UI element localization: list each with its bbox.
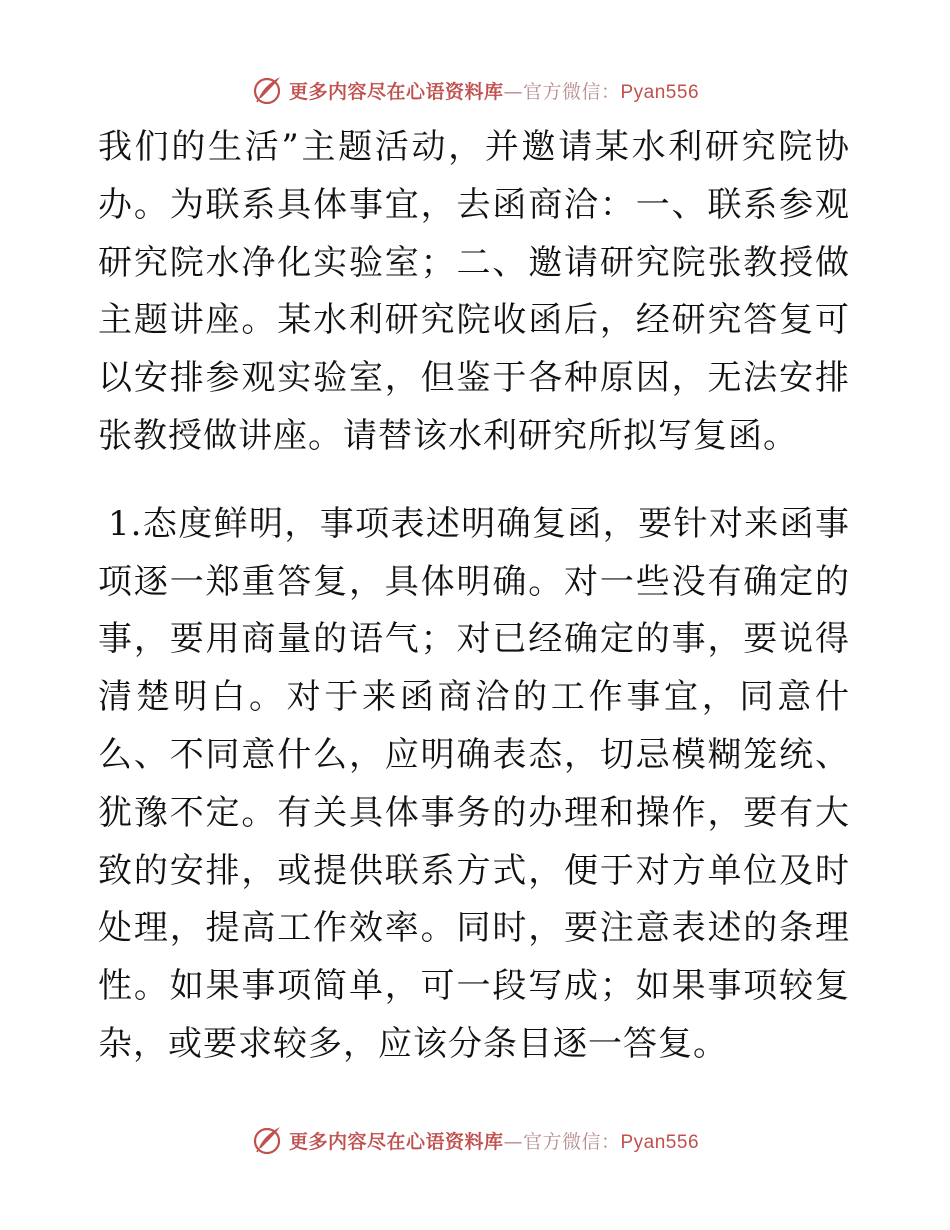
footer-banner-sub: 官方微信：: [522, 1130, 621, 1153]
header-banner: [0, 70, 950, 110]
footer-banner-text: [289, 1127, 699, 1154]
footer-banner-dash: —: [503, 1130, 523, 1153]
quill-pen-logo-icon: [251, 74, 283, 106]
header-banner-dash: —: [503, 80, 523, 103]
paragraph-2: 1.态度鲜明，事项表述明确复函，要针对来函事项逐一郑重答复，具体明确。对一些没有确定的事，要用商量的语气；对已经确定的事，要说得清楚明白。对于来函商洽的工作事宜，同意什么、不同意什么，应明确表态，切忌模糊笼统、犹豫不定。有关具体事务的办理和操作，要有大致的安排，或提供联系方式，便于对方单位及时处理，提高工作效率。同时，要注意表述的条理性。如果事项简单，可一段写成；如果事项较复杂，或要求较多，应该分条目逐一答复。: [98, 503, 850, 1064]
header-banner-text: [289, 77, 699, 104]
header-banner-wechat: Pyan556: [620, 81, 700, 103]
quill-pen-logo-icon: [251, 1124, 283, 1156]
header-banner-main: 更多内容尽在心语资料库: [288, 80, 504, 103]
footer-banner: [0, 1120, 950, 1160]
document-body: [98, 119, 850, 1074]
paragraph-1: 我们的生活”主题活动，并邀请某水利研究院协办。为联系具体事宜，去函商洽：一、联系参观研究院水净化实验室；二、邀请研究院张教授做主题讲座。某水利研究院收函后，经研究答复可以安排参观实验室，但鉴于各种原因，无法安排张教授做讲座。请替该水利研究所拟写复函。: [98, 127, 850, 456]
footer-banner-main: 更多内容尽在心语资料库: [288, 1130, 504, 1153]
header-banner-sub: 官方微信：: [522, 80, 621, 103]
footer-banner-wechat: Pyan556: [620, 1131, 700, 1153]
